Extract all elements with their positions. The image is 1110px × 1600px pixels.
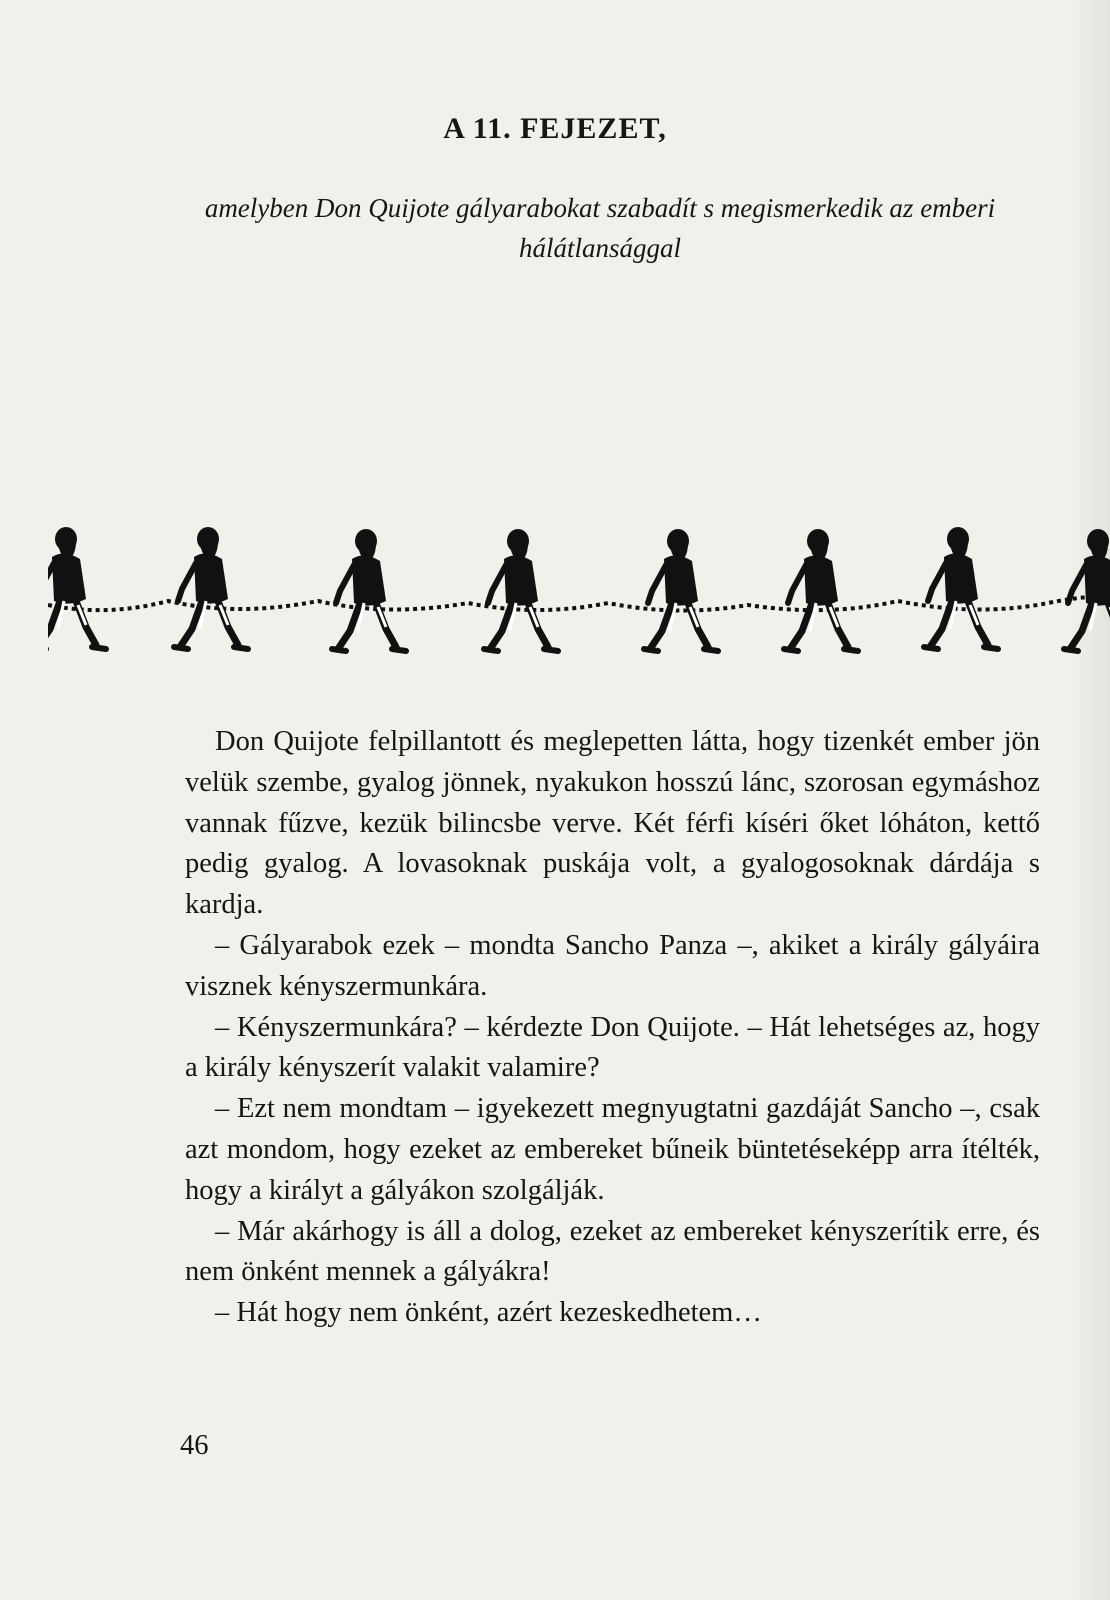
page-edge-shadow xyxy=(1070,0,1110,1600)
chapter-title: A 11. FEJEZET, xyxy=(443,112,667,145)
paragraph-2: – Gályarabok ezek – mondta Sancho Panza –, akiket a király gályáira visznek kényszermunkára. xyxy=(185,929,1040,1002)
paragraph-5: – Már akárhogy is áll a dolog, ezeket az embereket kényszerítik erre, és nem önként mennek a gályákra! xyxy=(185,1215,1040,1288)
paragraph-6: – Hát hogy nem önként, azért kezeskedhetem… xyxy=(215,1297,762,1329)
body-text xyxy=(185,722,1040,1334)
page-number: 46 xyxy=(180,1430,209,1461)
chained-prisoners-illustration xyxy=(48,525,1110,675)
paragraph-4: – Ezt nem mondtam – igyekezett megnyugtatni gazdáját Sancho –, csak azt mondom, hogy ezeket az embereket bűneik büntetéseképp arra ítélték, hogy a királyt a gályákon szolgálják. xyxy=(185,1093,1040,1206)
paragraph-1: Don Quijote felpillantott és meglepetten látta, hogy tizenkét ember jön velük szembe, gyalog jönnek, nyakukon hosszú lánc, szorosan egymáshoz vannak fűzve, kezük bilincsbe verve. Két férfi kíséri őket lóháton, kettő pedig gyalog. A lovasoknak puskája volt, a gyalogosoknak dárdája s kardja. xyxy=(185,726,1040,921)
paragraph-3: – Kényszermunkára? – kérdezte Don Quijote. – Hát lehetséges az, hogy a király kényszerít valakit valamire? xyxy=(185,1011,1040,1084)
chapter-subtitle: amelyben Don Quijote gályarabokat szabadít s megismerkedik az emberi hálátlansággal xyxy=(204,193,996,263)
